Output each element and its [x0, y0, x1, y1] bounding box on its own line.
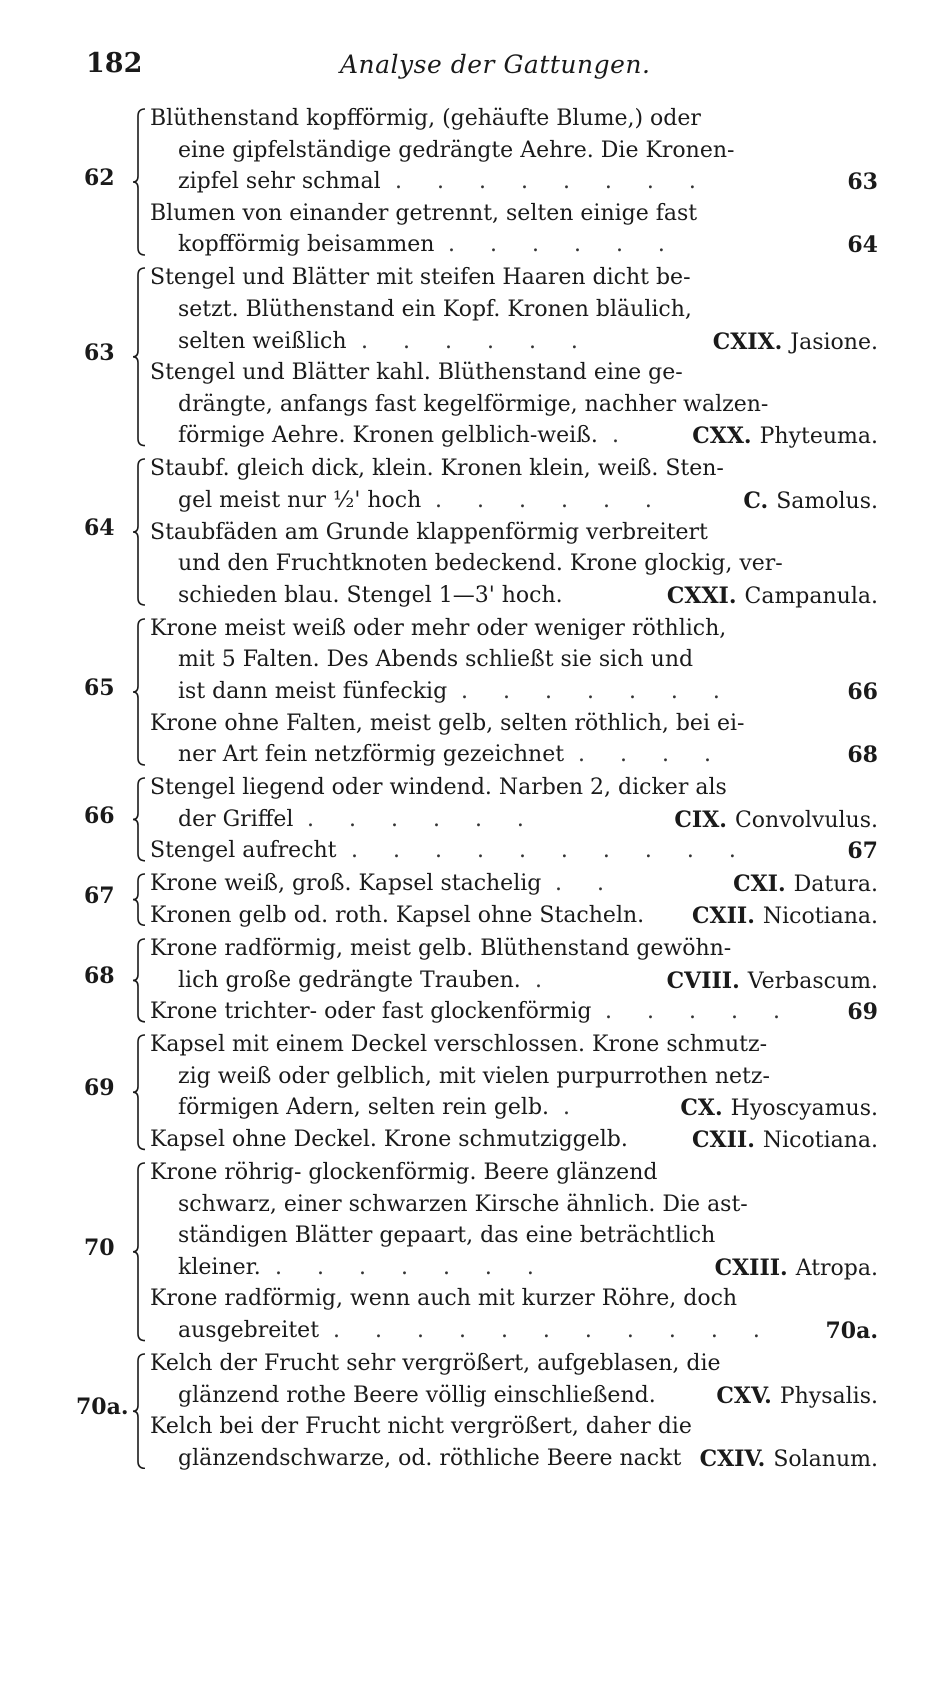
- genus-entry: [743, 484, 878, 519]
- key-line: [0, 738, 930, 772]
- reference-number: 64: [847, 232, 878, 259]
- group-number: 70a.: [76, 1394, 129, 1421]
- roman-numeral: CXIV.: [699, 1445, 766, 1472]
- key-line: [0, 452, 930, 486]
- key-line: [0, 1282, 930, 1316]
- genus-entry: [716, 1379, 878, 1414]
- key-line: [0, 1314, 930, 1348]
- genus-name: Hyoscyamus.: [730, 1096, 878, 1122]
- key-group: [0, 261, 930, 451]
- key-line: [0, 1347, 930, 1381]
- roman-numeral: CXII.: [692, 1126, 755, 1153]
- key-line: [0, 1442, 930, 1476]
- genus-name: Nicotiana.: [762, 1127, 878, 1153]
- genus-name: Convolvulus.: [734, 807, 878, 833]
- lead-text: Stengel und Blätter mit steifen Haaren dicht be-: [150, 265, 691, 291]
- leader-dots: . . . . . . . . . .: [351, 838, 750, 864]
- key-group: [0, 612, 930, 770]
- genus-entry: [692, 899, 878, 934]
- continuation-text: förmige Aehre. Kronen gelblich-weiß.: [178, 423, 598, 449]
- key-group: [0, 1156, 930, 1346]
- roman-numeral: CXV.: [716, 1382, 772, 1409]
- lead-text: Krone röhrig- glockenförmig. Beere glänzend: [150, 1160, 658, 1185]
- key-line: [0, 102, 930, 136]
- continuation-text: glänzend rothe Beere völlig einschließend.: [178, 1382, 656, 1408]
- lead-text: Staubf. gleich dick, klein. Kronen klein, weiß. Sten-: [150, 456, 724, 482]
- lead-text: Kelch bei der Frucht nicht vergrößert, daher die: [150, 1414, 692, 1440]
- genus-entry: [692, 419, 878, 454]
- genus-name: Verbascum.: [747, 968, 878, 994]
- key-line: [0, 197, 930, 231]
- lead-text: Krone radförmig, meist gelb. Blüthenstand gewöhn-: [150, 936, 732, 961]
- reference-number: 70a.: [825, 1318, 878, 1344]
- key-line: [0, 1060, 930, 1094]
- genus-entry: [680, 1091, 878, 1126]
- continuation-text: kopfförmig beisammen: [178, 232, 435, 258]
- lead-text: Krone meist weiß oder mehr oder weniger röthlich,: [150, 615, 727, 641]
- genus-entry: [713, 325, 878, 360]
- genus-name: Physalis.: [779, 1383, 878, 1409]
- key-line: [0, 932, 930, 966]
- continuation-text: zig weiß oder gelblich, mit vielen purpurrothen netz-: [178, 1063, 770, 1089]
- group-number: 66: [84, 802, 115, 829]
- lead-text: Kapsel mit einem Deckel verschlossen. Krone schmutz-: [150, 1032, 767, 1058]
- key-line: [0, 134, 930, 168]
- key-line: [0, 1251, 930, 1285]
- continuation-text: glänzendschwarze, od. röthliche Beere nackt: [178, 1445, 682, 1471]
- key-group: [0, 932, 930, 1027]
- leader-dots: .: [612, 423, 633, 449]
- genus-name: Campanula.: [744, 583, 878, 609]
- leader-dots: . . . . . .: [307, 806, 538, 832]
- genus-name: Jasione.: [790, 329, 878, 355]
- continuation-text: und den Fruchtknoten bedeckend. Krone glockig, ver-: [178, 551, 783, 577]
- continuation-text: förmigen Adern, selten rein gelb.: [178, 1095, 550, 1121]
- lead-text: Kronen gelb od. roth. Kapsel ohne Stacheln.: [150, 902, 645, 928]
- group-number: 68: [84, 963, 115, 990]
- key-group: [0, 867, 930, 930]
- key-line: [0, 899, 930, 933]
- genus-entry: [700, 1442, 878, 1477]
- key-line: [0, 547, 930, 581]
- roman-numeral: CVIII.: [666, 967, 740, 994]
- continuation-text: ständigen Blätter gepaart, das eine beträchtlich: [178, 1223, 716, 1249]
- roman-numeral: CIX.: [674, 806, 727, 833]
- continuation-text: schwarz, einer schwarzen Kirsche ähnlich. Die ast-: [178, 1191, 748, 1217]
- leader-dots: . . . . . . . . . . .: [333, 1318, 774, 1343]
- key-line: [0, 356, 930, 390]
- lead-text: Stengel und Blätter kahl. Blüthenstand eine ge-: [150, 360, 683, 386]
- lead-text: Blumen von einander getrennt, selten einige fast: [150, 200, 698, 226]
- key-line: [0, 1219, 930, 1253]
- key-line: [0, 1028, 930, 1062]
- continuation-text: ausgebreitet: [178, 1318, 320, 1343]
- leader-dots: . . . . . . .: [275, 1254, 548, 1280]
- key-line: [0, 484, 930, 518]
- lead-text: Krone radförmig, wenn auch mit kurzer Röhre, doch: [150, 1286, 738, 1312]
- reference-number: 67: [847, 838, 878, 865]
- key-line: [0, 388, 930, 422]
- key-line: [0, 707, 930, 741]
- key-line: [0, 964, 930, 998]
- key-line: [0, 228, 930, 262]
- leader-dots: . . . . . .: [361, 328, 592, 354]
- key-line: [0, 293, 930, 327]
- key-line: [0, 1123, 930, 1157]
- key-line: [0, 1188, 930, 1222]
- key-line: [0, 1410, 930, 1444]
- group-number: 63: [84, 340, 115, 367]
- key-line: [0, 1156, 930, 1190]
- continuation-text: mit 5 Falten. Des Abends schließt sie sich und: [178, 647, 694, 673]
- key-line: [0, 643, 930, 677]
- lead-text: Blüthenstand kopfförmig, (gehäufte Blume,) oder: [150, 106, 701, 131]
- roman-numeral: CXIX.: [712, 328, 783, 355]
- leader-dots: .: [563, 1095, 584, 1121]
- roman-numeral: CXII.: [692, 902, 755, 929]
- lead-text: Stengel liegend oder windend. Narben 2, dicker als: [150, 775, 727, 801]
- key-line: [0, 516, 930, 550]
- leader-dots: . . . . . . .: [461, 678, 734, 704]
- continuation-text: kleiner.: [178, 1254, 261, 1280]
- lead-text: Kelch der Frucht sehr vergrößert, aufgeblasen, die: [150, 1351, 721, 1376]
- key-group: [0, 1028, 930, 1154]
- continuation-text: selten weißlich: [178, 328, 347, 354]
- key-line: [0, 834, 930, 868]
- lead-text: Staubfäden am Grunde klappenförmig verbreitert: [150, 519, 708, 545]
- key-line: [0, 1091, 930, 1125]
- reference-number: 63: [847, 169, 878, 196]
- lead-text: Krone weiß, groß. Kapsel stachelig: [150, 871, 542, 897]
- reference-number: 68: [847, 742, 878, 769]
- key-group: [0, 452, 930, 610]
- genus-entry: [674, 803, 878, 838]
- key-line: [0, 1379, 930, 1413]
- group-number: 67: [84, 882, 115, 909]
- genus-name: Atropa.: [795, 1255, 878, 1281]
- key-group: [0, 102, 930, 260]
- genus-name: Solanum.: [773, 1446, 878, 1472]
- continuation-text: zipfel sehr schmal: [178, 169, 381, 195]
- key-line: [0, 165, 930, 199]
- key-line: [0, 867, 930, 901]
- genus-entry: [667, 964, 878, 999]
- key-group: [0, 1347, 930, 1473]
- key-line: [0, 325, 930, 359]
- key-line: [0, 995, 930, 1029]
- leader-dots: . . . .: [578, 742, 725, 768]
- roman-numeral: CX.: [680, 1095, 723, 1122]
- roman-numeral: CXXI.: [666, 582, 737, 609]
- group-number: 70: [84, 1234, 115, 1261]
- continuation-text: gel meist nur ½' hoch: [178, 487, 422, 513]
- roman-numeral: C.: [743, 487, 769, 514]
- group-number: 65: [84, 674, 115, 701]
- genus-entry: [667, 579, 878, 614]
- genus-name: Datura.: [793, 872, 878, 898]
- genus-entry: [692, 1123, 878, 1158]
- roman-numeral: CXI.: [733, 871, 786, 898]
- key-line: [0, 261, 930, 295]
- continuation-text: schieden blau. Stengel 1—3' hoch.: [178, 582, 563, 608]
- continuation-text: der Griffel: [178, 806, 294, 832]
- group-number: 62: [84, 165, 115, 191]
- lead-text: Kapsel ohne Deckel. Krone schmutziggelb.: [150, 1126, 628, 1152]
- roman-numeral: CXIII.: [714, 1254, 788, 1281]
- running-title: Analyse der Gattungen.: [340, 50, 651, 79]
- genus-name: Nicotiana.: [762, 903, 878, 929]
- reference-number: 69: [847, 999, 878, 1026]
- genus-name: Samolus.: [776, 488, 878, 514]
- key-group: [0, 771, 930, 866]
- genus-name: Phyteuma.: [759, 424, 878, 450]
- continuation-text: ner Art fein netzförmig gezeichnet: [178, 742, 565, 768]
- leader-dots: . .: [555, 871, 618, 897]
- page-number: 182: [86, 48, 143, 79]
- continuation-text: lich große gedrängte Trauben.: [178, 967, 521, 993]
- continuation-text: drängte, anfangs fast kegelförmige, nachher walzen-: [178, 391, 769, 417]
- page-header: [0, 48, 930, 88]
- lead-text: Stengel aufrecht: [150, 838, 337, 864]
- genus-entry: [733, 867, 878, 902]
- leader-dots: . . . . . .: [448, 232, 679, 258]
- key-line: [0, 675, 930, 709]
- lead-text: Krone ohne Falten, meist gelb, selten röthlich, bei ei-: [150, 710, 745, 736]
- key-line: [0, 612, 930, 646]
- lead-text: Krone trichter- oder fast glockenförmig: [150, 999, 592, 1025]
- continuation-text: eine gipfelständige gedrängte Aehre. Die Kronen-: [178, 137, 735, 163]
- leader-dots: . . . . .: [605, 999, 794, 1025]
- roman-numeral: CXX.: [692, 423, 752, 450]
- reference-number: 66: [847, 678, 878, 705]
- leader-dots: . . . . . .: [435, 487, 666, 513]
- leader-dots: . . . . . . . .: [395, 169, 710, 195]
- continuation-text: setzt. Blüthenstand ein Kopf. Kronen bläulich,: [178, 296, 692, 322]
- key-line: [0, 579, 930, 613]
- genus-entry: [715, 1251, 878, 1286]
- key-line: [0, 419, 930, 453]
- key-line: [0, 771, 930, 805]
- group-number: 64: [84, 515, 115, 542]
- continuation-text: ist dann meist fünfeckig: [178, 678, 448, 704]
- key-line: [0, 803, 930, 837]
- group-number: 69: [84, 1075, 115, 1102]
- leader-dots: .: [535, 967, 556, 993]
